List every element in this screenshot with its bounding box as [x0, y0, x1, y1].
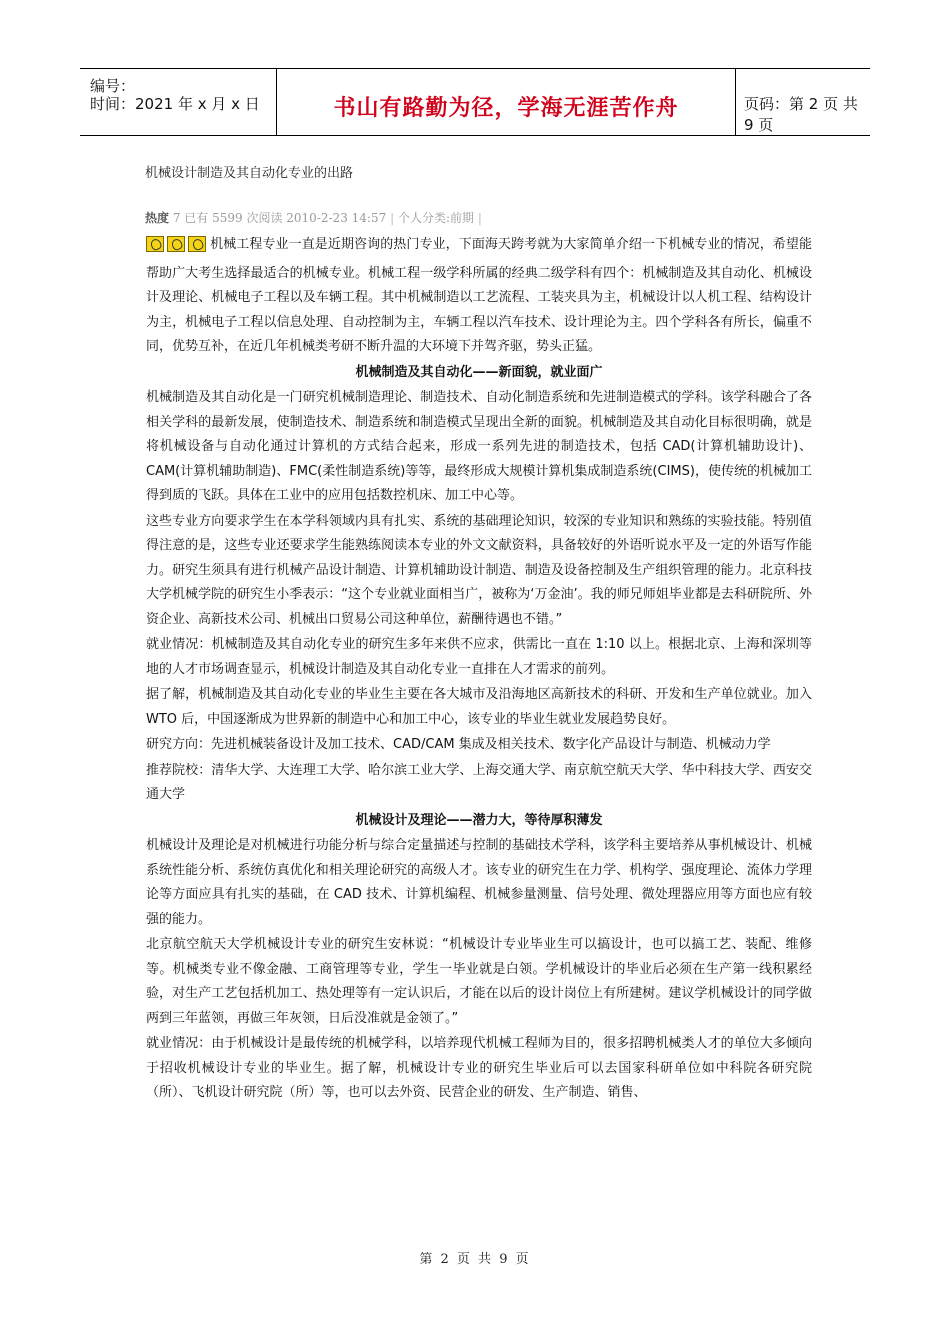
- paragraph-intro: [146, 233, 812, 360]
- paragraph-text: 机械工程专业一直是近期咨询的热门专业，下面海天跨考就为大家简单介绍一下机械专业的情况，希望能帮助广大考生选择最适合的机械专业。机械工程一级学科所属的经典二级学科有四个：机械制造及其自动化、机械设计及理论、机械电子工程以及车辆工程。其中机械制造以工艺流程、工装夹具为主，机械设计以人机工程、结构设计为主，机械电子工程以信息处理、自动控制为主，车辆工程以汽车技术、设计理论为主。四个学科各有所长，偏重不同，优势互补，在近几年机械类考研不断升温的大环境下并驾齐驱，势头正猛。: [146, 237, 812, 354]
- header-motto: 书山有路勤为径，学海无涯苦作舟: [333, 96, 679, 121]
- header-motto-cell: [276, 69, 736, 135]
- award-icon: [188, 236, 206, 252]
- paragraph: 北京航空航天大学机械设计专业的研究生安林说：“机械设计专业毕业生可以搞设计，也可以搞工艺、装配、维修等。机械类专业不像金融、工商管理等专业，学生一毕业就是白领。学机械设计的毕业后必须在生产第一线积累经验，对生产工艺包括机加工、热处理等有一定认识后，才能在以后的设计岗位上有所建树。建议学机械设计的同学做两到三年蓝领，再做三年灰领，日后没准就是金领了。”: [146, 937, 812, 1026]
- page-footer: 第 2 页 共 9 页: [419, 1252, 531, 1267]
- article-body: [146, 233, 812, 1107]
- section-heading: 机械设计及理论——潜力大，等待厚积薄发: [355, 812, 603, 828]
- paragraph: 就业情况：由于机械设计是最传统的机械学科，以培养现代机械工程师为目的，很多招聘机械类人才的单位大多倾向于招收机械设计专业的毕业生。据了解，机械设计专业的研究生毕业后可以去国家科研单位如中科院各研究院（所）、飞机设计研究院（所）等，也可以去外资、民营企业的研发、生产制造、销售、: [146, 1036, 812, 1100]
- hot-label: 热度: [145, 211, 170, 225]
- paragraph: 研究方向：先进机械装备设计及加工技术、CAD/CAM 集成及相关技术、数字化产品设计与制造、机械动力学: [146, 737, 771, 752]
- meta-separator: |: [477, 211, 482, 225]
- paragraph: 机械设计及理论是对机械进行功能分析与综合定量描述与控制的基础技术学科，该学科主要培养从事机械设计、机械系统性能分析、系统仿真优化和相关理论研究的高级人才。该专业的研究生在力学、机构学、强度理论、流体力学理论等方面应具有扎实的基础，在 CAD 技术、计算机编程、机械参量测量、信号处理、微处理器应用等方面也应有较强的能力。: [146, 838, 812, 927]
- document-date: 时间：2021 年 x 月 x 日: [90, 95, 260, 113]
- article-meta: [145, 209, 482, 226]
- category-link[interactable]: 个人分类:前期: [397, 211, 474, 225]
- hot-value: 7 已有 5599 次阅读 2010-2-23 14:57: [172, 211, 387, 225]
- document-number: 编号：: [90, 77, 136, 95]
- article-title: 机械设计制造及其自动化专业的出路: [145, 166, 354, 181]
- section-heading: 机械制造及其自动化——新面貌，就业面广: [355, 364, 603, 380]
- award-icon: [167, 236, 185, 252]
- paragraph: 这些专业方向要求学生在本学科领域内具有扎实、系统的基础理论知识，较深的专业知识和熟练的实验技能。特别值得注意的是，这些专业还要求学生能熟练阅读本专业的外文文献资料，具备较好的外语听说水平及一定的外语写作能力。研究生须具有进行机械产品设计制造、计算机辅助设计制造、制造及设备控制及生产组织管理的能力。北京科技大学机械学院的研究生小季表示：“这个专业就业面相当广，被称为‘万金油’。我的师兄师姐毕业都是去科研院所、外资企业、高新技术公司、机械出口贸易公司这种单位，薪酬待遇也不错。”: [146, 513, 812, 627]
- paragraph: 机械制造及其自动化是一门研究机械制造理论、制造技术、自动化制造系统和先进制造模式的学科。该学科融合了各相关学科的最新发展，使制造技术、制造系统和制造模式呈现出全新的面貌。机械制造及其自动化目标很明确，就是将机械设备与自动化通过计算机的方式结合起来，形成一系列先进的制造技术，包括 CAD(计算机辅助设计)、CAM(计算机辅助制造)、FMC(柔性制造系统)等等，最终形成大规模计算机集成制造系统(CIMS)，使传统的机械加工得到质的飞跃。具体在工业中的应用包括数控机床、加工中心等。: [146, 390, 812, 503]
- paragraph: 就业情况：机械制造及其自动化专业的研究生多年来供不应求，供需比一直在 1:10 以上。根据北京、上海和深圳等地的人才市场调查显示，机械设计制造及其自动化专业一直排在人才需求的前列。: [146, 637, 812, 677]
- header-left-cell: [80, 69, 276, 135]
- rating-icons: [146, 236, 209, 262]
- paragraph: 据了解，机械制造及其自动化专业的毕业生主要在各大城市及沿海地区高新技术的科研、开发和生产单位就业。加入 WTO 后，中国逐渐成为世界新的制造中心和加工中心，该专业的毕业生就业发展趋势良好。: [146, 687, 812, 727]
- paragraph: 推荐院校：清华大学、大连理工大学、哈尔滨工业大学、上海交通大学、南京航空航天大学、华中科技大学、西安交通大学: [146, 762, 812, 802]
- award-icon: [146, 236, 164, 252]
- header-right-cell: [734, 69, 870, 135]
- page-header: [80, 68, 870, 136]
- header-page-number: 页码：第 2 页 共 9 页: [744, 95, 858, 134]
- meta-separator: |: [390, 211, 395, 225]
